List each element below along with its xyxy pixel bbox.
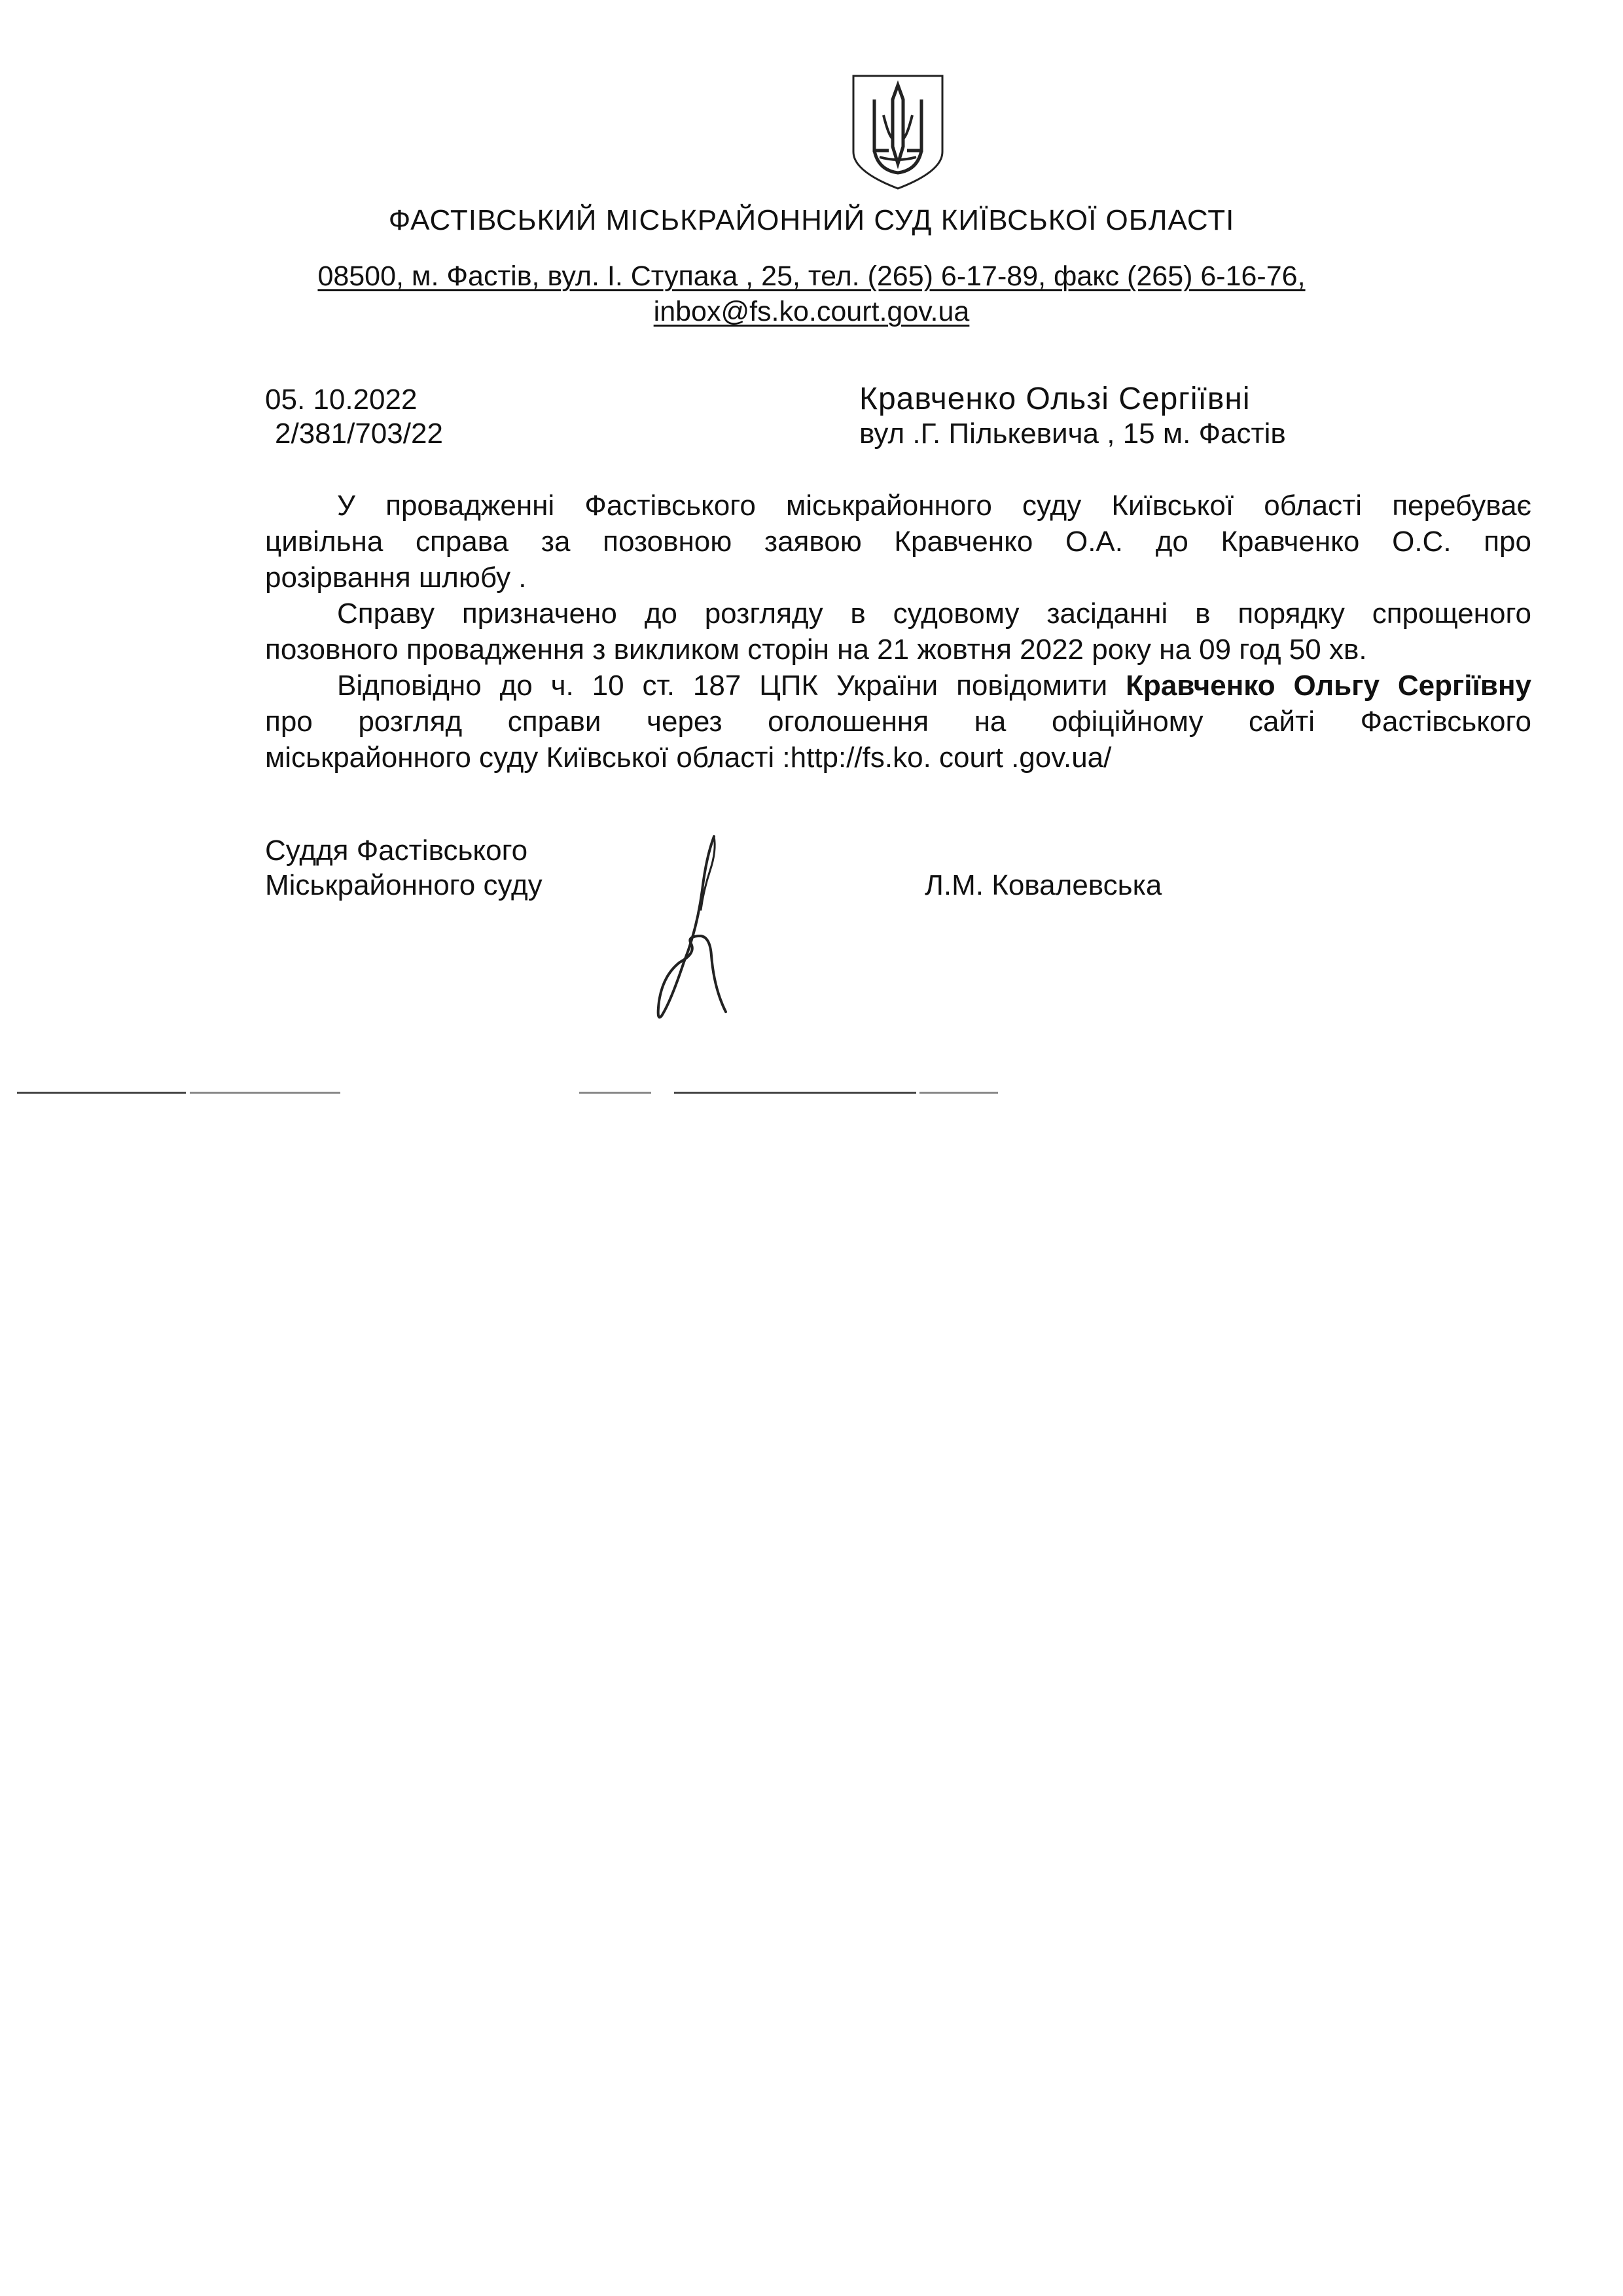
recipient-address: вул .Г. Пількевича , 15 м. Фастів bbox=[859, 418, 1286, 450]
letter-body bbox=[265, 488, 1531, 776]
letter-reference-number: 2/381/703/22 bbox=[275, 418, 443, 450]
court-name-heading: ФАСТІВСЬКИЙ МІСЬКРАЙОННИЙ СУД КИЇВСЬКОЇ ОБЛАСТІ bbox=[388, 204, 1235, 236]
judge-title-line1: Суддя Фастівського bbox=[265, 834, 528, 867]
scan-rule bbox=[190, 1092, 340, 1094]
court-address-line: 08500, м. Фастів, вул. І. Ступака , 25, тел. (265) 6-17-89, факс (265) 6-16-76, bbox=[317, 260, 1306, 292]
body-line: про розгляд справи через оголошення на офіційному сайті Фастівського bbox=[265, 706, 1531, 738]
court-address bbox=[0, 260, 1623, 293]
body-line: міськрайонного суду Київської області :http://fs.ko. court .gov.ua/ bbox=[265, 742, 1112, 774]
letter-date: 05. 10.2022 bbox=[265, 384, 418, 416]
body-line: У провадженні Фастівського міськрайонного суду Київської області перебуває bbox=[337, 490, 1531, 522]
body-line: розірвання шлюбу . bbox=[265, 562, 527, 594]
body-line: позовного провадження з викликом сторін на 21 жовтня 2022 року на 09 год 50 хв. bbox=[265, 634, 1367, 666]
coat-of-arms-icon bbox=[848, 73, 948, 191]
body-line: Справу призначено до розгляду в судовому засіданні в порядку спрощеного bbox=[337, 598, 1531, 630]
judge-name: Л.М. Ковалевська bbox=[925, 869, 1162, 901]
judge-title-line2: Міськрайонного суду bbox=[265, 869, 543, 901]
recipient-name: Кравченко Ользі Сергіївні bbox=[859, 382, 1251, 416]
scan-rule bbox=[919, 1092, 998, 1094]
body-line: Відповідно до ч. 10 ст. 187 ЦПК України повідомити Кравченко Ольгу Сергіївну bbox=[337, 670, 1531, 702]
court-email: inbox@fs.ko.court.gov.ua bbox=[653, 296, 970, 327]
body-line: цивільна справа за позовною заявою Кравченко О.А. до Кравченко О.С. про bbox=[265, 526, 1531, 558]
court-email-line bbox=[0, 296, 1623, 328]
scan-rule bbox=[674, 1092, 916, 1094]
notified-person-name: Кравченко Ольгу Сергіївну bbox=[1126, 670, 1531, 702]
handwritten-signature bbox=[651, 831, 749, 1021]
scan-rule bbox=[17, 1092, 186, 1094]
scan-rule bbox=[579, 1092, 651, 1094]
